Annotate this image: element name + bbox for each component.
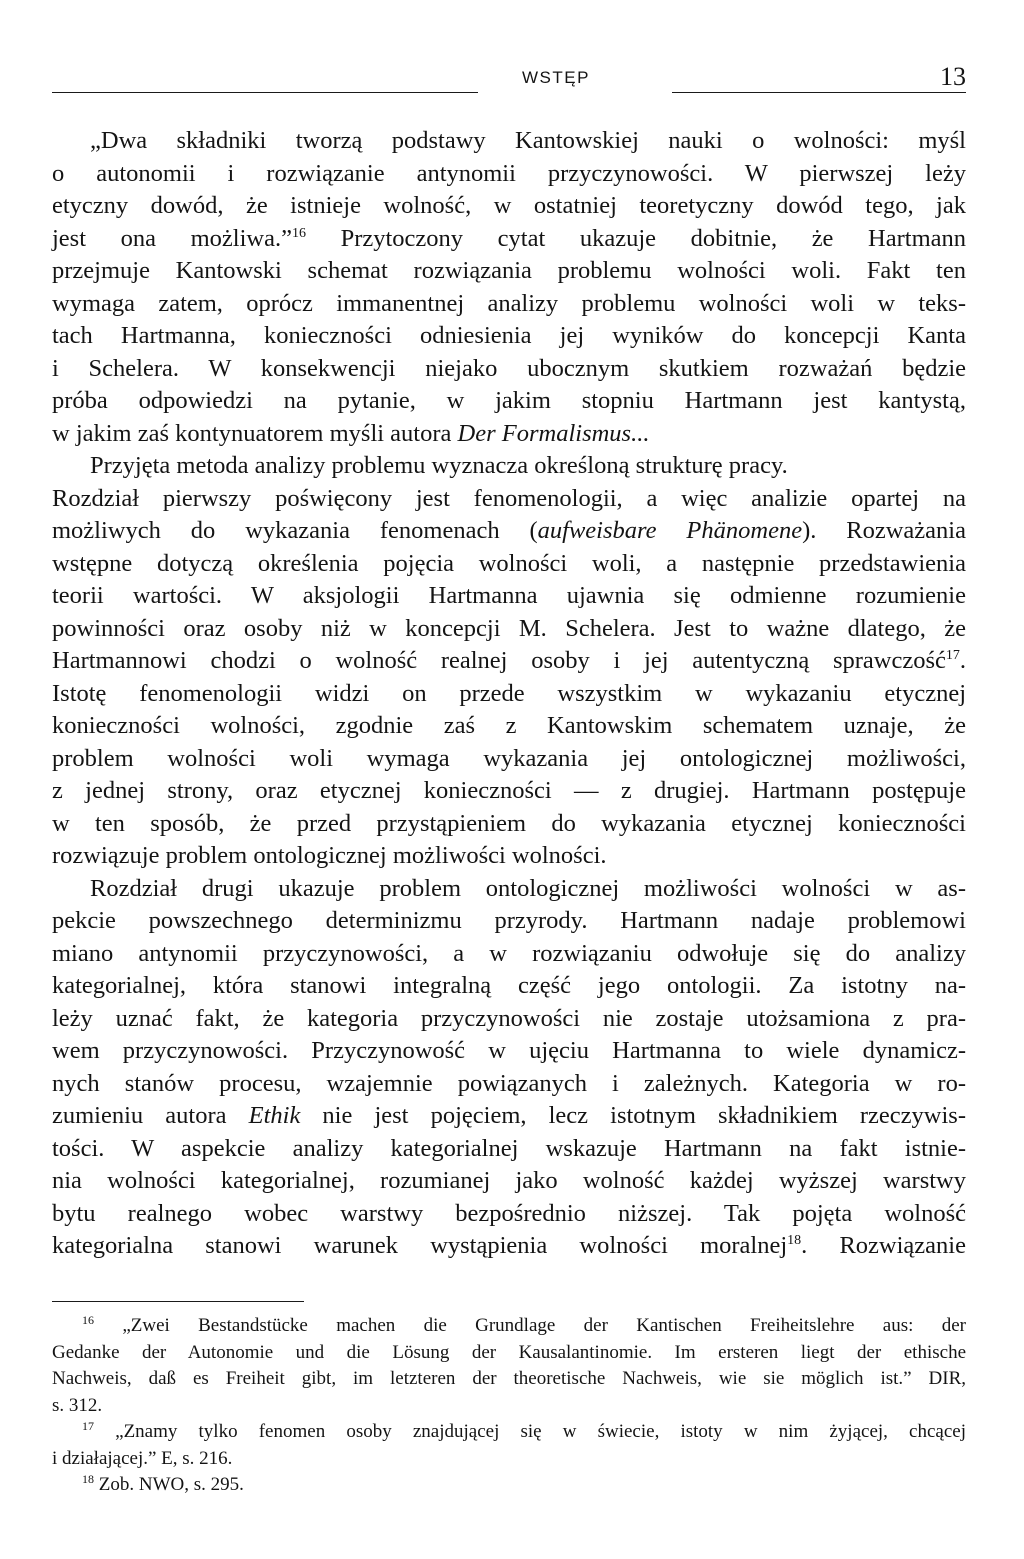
text-run: jest ona możliwa.”: [52, 224, 292, 252]
text-line: nych stanów procesu, wzajemnie powiązanych i zależnych. Kategoria w ro-: [52, 1069, 966, 1097]
text-line: [52, 418, 966, 451]
text-line: bytu realnego wobec warstwy bezpośrednio niższej. Tak pojęta wolność: [52, 1199, 966, 1227]
text-run: zumieniu autora: [52, 1102, 249, 1129]
footnote-text: „Zwei Bestandstücke machen die Grundlage der Kantischen Freiheitslehre aus: der: [94, 1315, 966, 1336]
text-line: o autonomii i rozwiązanie antynomii przyczynowości. W pierwszej leży: [52, 159, 966, 187]
italic-title: Der Formalismus...: [457, 419, 650, 447]
footnote-line: i działającej.” E, s. 216.: [52, 1447, 233, 1469]
text-line: konieczności wolności, zgodnie zaś z Kantowskim schematem uznaje, że: [52, 712, 966, 739]
text-line: w ten sposób, że przed przystąpieniem do wykazania etycznej konieczności: [52, 809, 966, 837]
text-line: leży uznać fakt, że kategoria przyczynowości nie zostaje utożsamiona z pra-: [52, 1004, 966, 1032]
text-line: i Schelera. W konsekwencji niejako ubocznym skutkiem rozważań będzie: [52, 354, 966, 382]
text-line: z jednej strony, oraz etycznej konieczności — z drugiej. Hartmann postępuje: [52, 777, 966, 804]
page-number: 13: [940, 62, 966, 91]
text-line: Przyjęta metoda analizy problemu wyznacza określoną strukturę pracy.: [90, 452, 788, 479]
text-line: Rozdział drugi ukazuje problem ontologicznej możliwości wolności w as-: [90, 874, 966, 902]
text-line: wem przyczynowości. Przyczynowość w ujęciu Hartmanna to wiele dynamicz-: [52, 1037, 966, 1064]
header-rule-left: [52, 92, 478, 93]
text-line: „Dwa składniki tworzą podstawy Kantowskiej nauki o wolności: myśl: [90, 127, 966, 154]
italic-term: aufweisbare Phänomene: [537, 517, 803, 544]
text-run: nie jest pojęciem, lecz istotnym składnikiem rzeczywis-: [300, 1102, 966, 1129]
text-line: pekcie powszechnego determinizmu przyrody. Hartmann nadaje problemowi: [52, 907, 966, 934]
text-line: próba odpowiedzi na pytanie, w jakim stopniu Hartmann jest kantystą,: [52, 387, 966, 414]
footnote-line: [52, 1313, 966, 1340]
footnote-ref-17: 17: [945, 648, 960, 663]
text-run: . Rozwiązanie: [801, 1232, 966, 1259]
text-line: [52, 1230, 966, 1263]
text-line: tości. W aspekcie analizy kategorialnej wskazuje Hartmann na fakt istnie-: [52, 1134, 966, 1162]
footnotes: [52, 1313, 966, 1499]
footnote-line: [52, 1419, 966, 1446]
text-run: .: [959, 647, 966, 674]
text-line: [52, 515, 966, 548]
footnote-ref-18: 18: [787, 1233, 802, 1248]
text-line: przejmuje Kantowski schemat rozwiązania problemu wolności woli. Fakt ten: [52, 257, 966, 284]
text-line: nia wolności kategorialnej, rozumianej jako wolność każdej wyższej warstwy: [52, 1167, 966, 1194]
text-run: Hartmannowi chodzi o wolność realnej osoby i jej autentyczną sprawczość: [52, 647, 946, 674]
text-line: powinności oraz osoby niż w koncepcji M. Schelera. Jest to ważne dlatego, że: [52, 614, 966, 642]
text-line: Istotę fenomenologii widzi on przede wszystkim w wykazaniu etycznej: [52, 679, 966, 707]
footnote-number-17: 17: [82, 1419, 94, 1433]
italic-title: Ethik: [248, 1102, 301, 1129]
footnote-line: Nachweis, daß es Freiheit gibt, im letzteren der theoretische Nachweis, wie sie möglich ist.” DIR,: [52, 1368, 966, 1389]
text-line: [52, 645, 966, 678]
footnote-ref-16: 16: [291, 225, 306, 241]
text-line: Rozdział pierwszy poświęcony jest fenomenologii, a więc analizie opartej na: [52, 484, 966, 512]
text-line: [52, 1100, 966, 1133]
text-line: problem wolności woli wymaga wykazania jej ontologicznej możliwości,: [52, 744, 966, 772]
running-title: WSTĘP: [522, 68, 590, 87]
footnote-text: „Znamy tylko fenomen osoby znajdującej się w świecie, istoty w nim żyjącej, chcącej: [94, 1421, 966, 1442]
text-line: wstępne dotyczą określenia pojęcia wolności woli, a następnie przedstawienia: [52, 549, 966, 577]
running-header: [52, 62, 966, 98]
text-run: kategorialna stanowi warunek wystąpienia wolności moralnej: [52, 1232, 788, 1259]
header-rule-right: [672, 92, 966, 93]
footnote-text: Zob. NWO, s. 295.: [94, 1474, 244, 1495]
text-line: wymaga zatem, oprócz immanentnej analizy problemu wolności woli w teks-: [52, 289, 966, 317]
text-run: Przytoczony cytat ukazuje dobitnie, że Hartmann: [305, 224, 967, 252]
footnote-line: Gedanke der Autonomie und die Lösung der Kausalantinomie. Im ersteren liegt der ethische: [52, 1341, 966, 1363]
footnote-line: [52, 1472, 966, 1499]
text-run: w jakim zaś kontynuatorem myśli autora: [52, 419, 458, 447]
text-line: tach Hartmanna, konieczności odniesienia jej wyników do koncepcji Kanta: [52, 322, 966, 349]
text-run: ). Rozważania: [802, 517, 966, 544]
text-line: teorii wartości. W aksjologii Hartmanna ujawnia się odmienne rozumienie: [52, 582, 966, 609]
text-line: rozwiązuje problem ontologicznej możliwości wolności.: [52, 842, 607, 869]
text-line: miano antynomii przyczynowości, a w rozwiązaniu odwołuje się do analizy: [52, 939, 966, 967]
text-run: możliwych do wykazania fenomenach (: [52, 517, 538, 544]
text-line: kategorialnej, która stanowi integralną część jego ontologii. Za istotny na-: [52, 972, 966, 999]
main-text: [52, 125, 966, 1263]
text-line: etyczny dowód, że istnieje wolność, w ostatniej teoretyczny dowód tego, jak: [52, 192, 966, 219]
footnote-separator: [52, 1301, 304, 1302]
footnote-line: s. 312.: [52, 1394, 103, 1416]
text-line: [52, 223, 966, 256]
footnote-number-18: 18: [82, 1472, 94, 1486]
footnote-number-16: 16: [82, 1313, 94, 1327]
